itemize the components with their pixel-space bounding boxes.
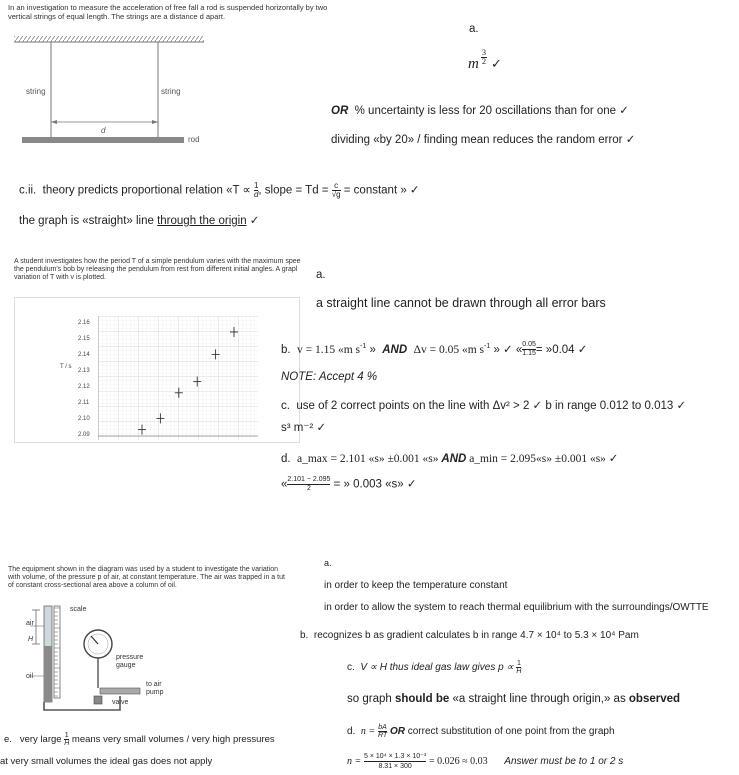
s1-question-line1: In an investigation to measure the acceleration of free fall a rod is suspended horizontally by two (8, 3, 328, 12)
s3-a-label: a. (324, 558, 332, 568)
s3-a-text1: in order to keep the temperature constant (324, 580, 508, 591)
s2-c-unit: s³ m⁻² ✓ (281, 422, 327, 434)
valve (94, 696, 102, 704)
s2-d2-line: « $\frac{2.101 - 2.095}{2}$ = » 0.003 «s» ✓ (281, 476, 417, 492)
oil-label: oil (26, 673, 34, 680)
s2-d-line: d. a_max = 2.101 «s» ±0.001 «s» AND a_min = 2.095«s» ±0.001 «s» ✓ (281, 453, 619, 465)
y-tick-label: 2.14 (78, 352, 90, 358)
s1-a-label: a. (469, 23, 479, 35)
s1-a-unit: m (468, 56, 479, 72)
gauge-label: gauge (116, 662, 136, 669)
ceiling-support (14, 36, 204, 42)
rod (22, 137, 184, 143)
string-left-label: string (26, 87, 46, 96)
s3-question-line1: The equipment shown in the diagram was used by a student to investigate the variation (8, 566, 279, 573)
y-axis-label: T / s (60, 364, 72, 370)
height-H-label: H (28, 636, 34, 643)
s3-a-text2: in order to allow the system to reach thermal equilibrium with the surroundings/OWTTE (324, 602, 709, 613)
y-tick-label: 2.16 (78, 320, 90, 326)
to-air-label: to air (146, 681, 162, 688)
s3-d2-line: n = $\frac{\text{5 × 10⁴ × 1.3 × 10⁻³}}{8.31 \times 300}$ = 0.026 ≈ 0.03 Answer must be to 1 or 2 s (347, 753, 624, 770)
oil-column (44, 646, 52, 702)
s2-question-line1: A student investigates how the period T of a simple pendulum varies with the maximum spee (14, 258, 301, 265)
s3-b-line: b. recognizes b as gradient calculates b in range 4.7 × 10⁴ to 5.3 × 10⁴ Pam (300, 630, 639, 641)
s1-graph-line: the graph is «straight» line through the origin ✓ (19, 215, 260, 227)
s2-note: NOTE: Accept 4 % (281, 371, 378, 383)
s1-question-line2: vertical strings of equal length. The strings are a distance d apart. (8, 12, 226, 21)
y-tick-label: 2.12 (78, 384, 90, 390)
y-tick-label: 2.11 (78, 400, 90, 406)
s3-question-line3: of constant cross-sectional area above a column of oil. (8, 582, 177, 589)
s3-c-line: c. V ∝ H thus ideal gas law gives p ∝ $\frac{1}{H}$ (347, 660, 522, 675)
y-tick-label: 2.09 (78, 432, 90, 438)
s3-question-line2: with volume, of the pressure p of air, at constant temperature. The air was trapped in a tut (8, 574, 285, 581)
s2-c-line: c. use of 2 correct points on the line with Δv² > 2 ✓ b in range 0.012 to 0.013 ✓ (281, 400, 687, 412)
pump-label: pump (146, 689, 164, 696)
rod-label: rod (188, 135, 200, 144)
pump-pipe (100, 688, 140, 694)
s2-a-label: a. (316, 269, 326, 281)
pendulum-graph (98, 316, 258, 440)
distance-d-label: d (101, 126, 106, 135)
s1-a-check: ✓ (491, 56, 502, 71)
pressure-label: pressure (116, 654, 144, 661)
s3-d-line: d. n = $\frac{bA}{RT}$ OR correct substitution of one point from the graph (347, 724, 615, 739)
s2-a-text: a straight line cannot be drawn through all error bars (316, 296, 606, 310)
air-label: air (26, 620, 34, 627)
scale-label: scale (70, 606, 87, 613)
valve-label: valve (112, 699, 129, 706)
y-tick-label: 2.10 (78, 416, 90, 422)
s2-question-line2: the pendulum's bob by releasing the pendulum from rest from different initial angles. A grapl (14, 266, 298, 273)
gas-apparatus-diagram (0, 600, 200, 720)
s1-dividing-line: dividing «by 20» / finding mean reduces the random error ✓ (331, 134, 636, 146)
y-tick-label: 2.15 (78, 336, 90, 342)
s1-or-line: OR % uncertainty is less for 20 oscillations than for one ✓ (331, 105, 629, 117)
s1-a-exponent: 3 2 (482, 48, 486, 66)
s3-so-line: so graph should be «a straight line through origin,» as observed (347, 693, 681, 705)
s1-cii-line: c.ii. theory predicts proportional relation «T ∝ $\frac{1}{d}$ , slope = Td = $\frac{c}{√g}$ = constant » ✓ (19, 181, 420, 199)
y-tick-label: 2.13 (78, 368, 90, 374)
string-right-label: string (161, 87, 181, 96)
s3-e-text2: at very small volumes the ideal gas does not apply (0, 756, 213, 767)
s2-b-line: b. v = 1.15 «m $s^{-1}$ » AND Δv = 0.05 «m $s^{-1}$ » ✓ « $\frac{0.05}{1.15}$ = »0.04 ✓ (281, 341, 588, 358)
s2-question-line3: variation of T with v is plotted. (14, 274, 106, 281)
s3-e-line: e. very large $\frac{1}{H}$ means very small volumes / very high pressures (4, 732, 275, 747)
